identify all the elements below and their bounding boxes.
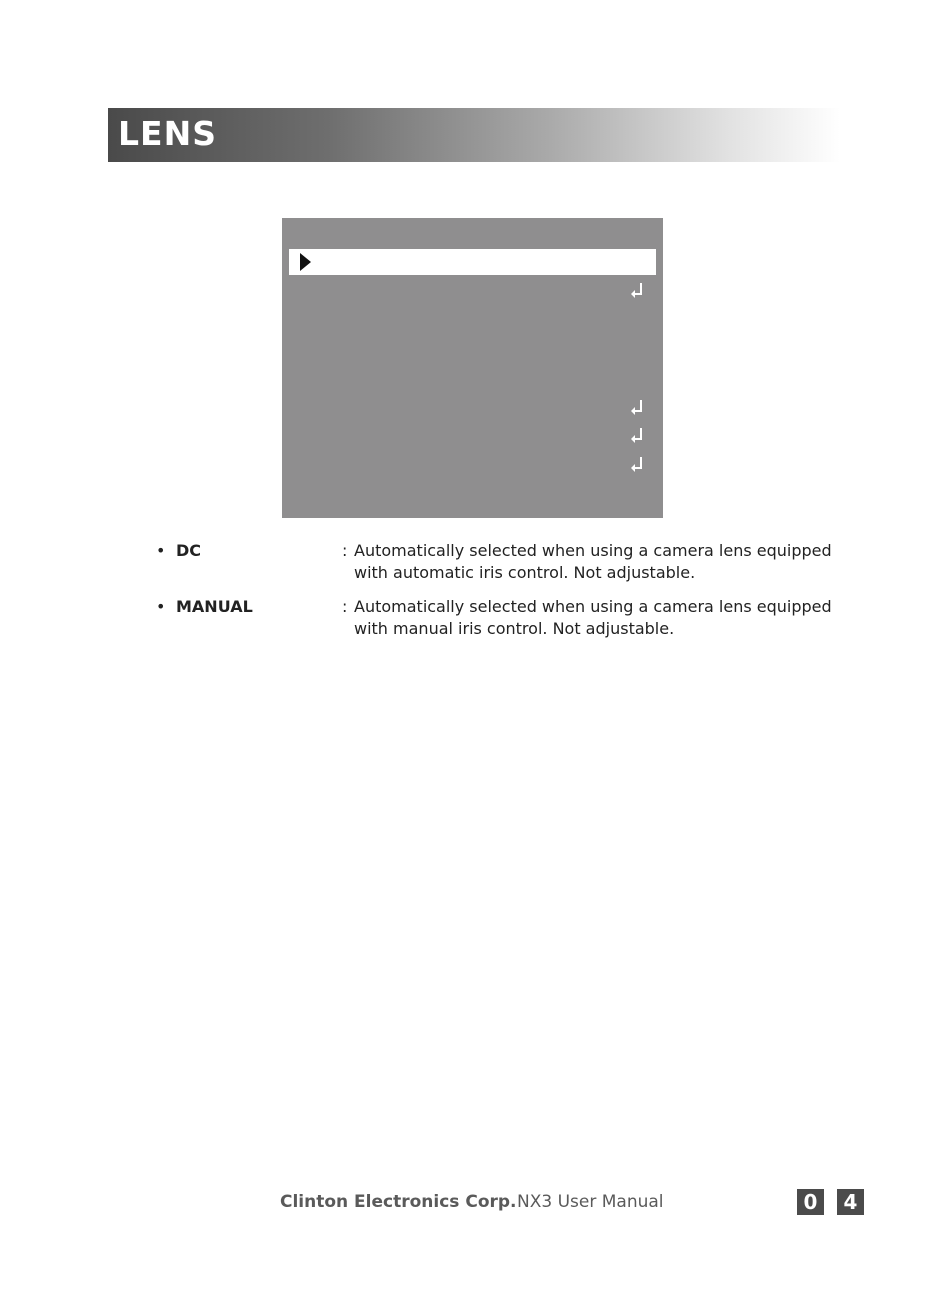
page-number-digit: 0 [797, 1189, 824, 1215]
bullet: • [156, 541, 166, 560]
osd-menu-screen [282, 218, 663, 518]
list-item [156, 540, 856, 596]
osd-selected-row[interactable] [289, 249, 656, 275]
option-definition: Automatically selected when using a camera lens equipped with automatic iris control. Not adjustable. [354, 541, 832, 582]
option-term: DC [176, 541, 202, 560]
footer-company: Clinton Electronics Corp. [280, 1192, 517, 1212]
enter-return-icon [630, 427, 644, 445]
enter-return-icon [630, 282, 644, 300]
triangle-cursor-icon [300, 253, 311, 271]
footer-manual-title: NX3 User Manual [517, 1192, 664, 1212]
option-definition: Automatically selected when using a camera lens equipped with manual iris control. Not adjustable. [354, 597, 832, 638]
section-title: LENS [118, 114, 217, 153]
option-term: MANUAL [176, 597, 253, 616]
separator: : [342, 541, 348, 560]
option-description-list [156, 540, 856, 652]
section-header-bar [108, 108, 840, 162]
enter-return-icon [630, 399, 644, 417]
separator: : [342, 597, 348, 616]
bullet: • [156, 597, 166, 616]
list-item [156, 596, 856, 652]
page-number-digit: 4 [837, 1189, 864, 1215]
enter-return-icon [630, 456, 644, 474]
